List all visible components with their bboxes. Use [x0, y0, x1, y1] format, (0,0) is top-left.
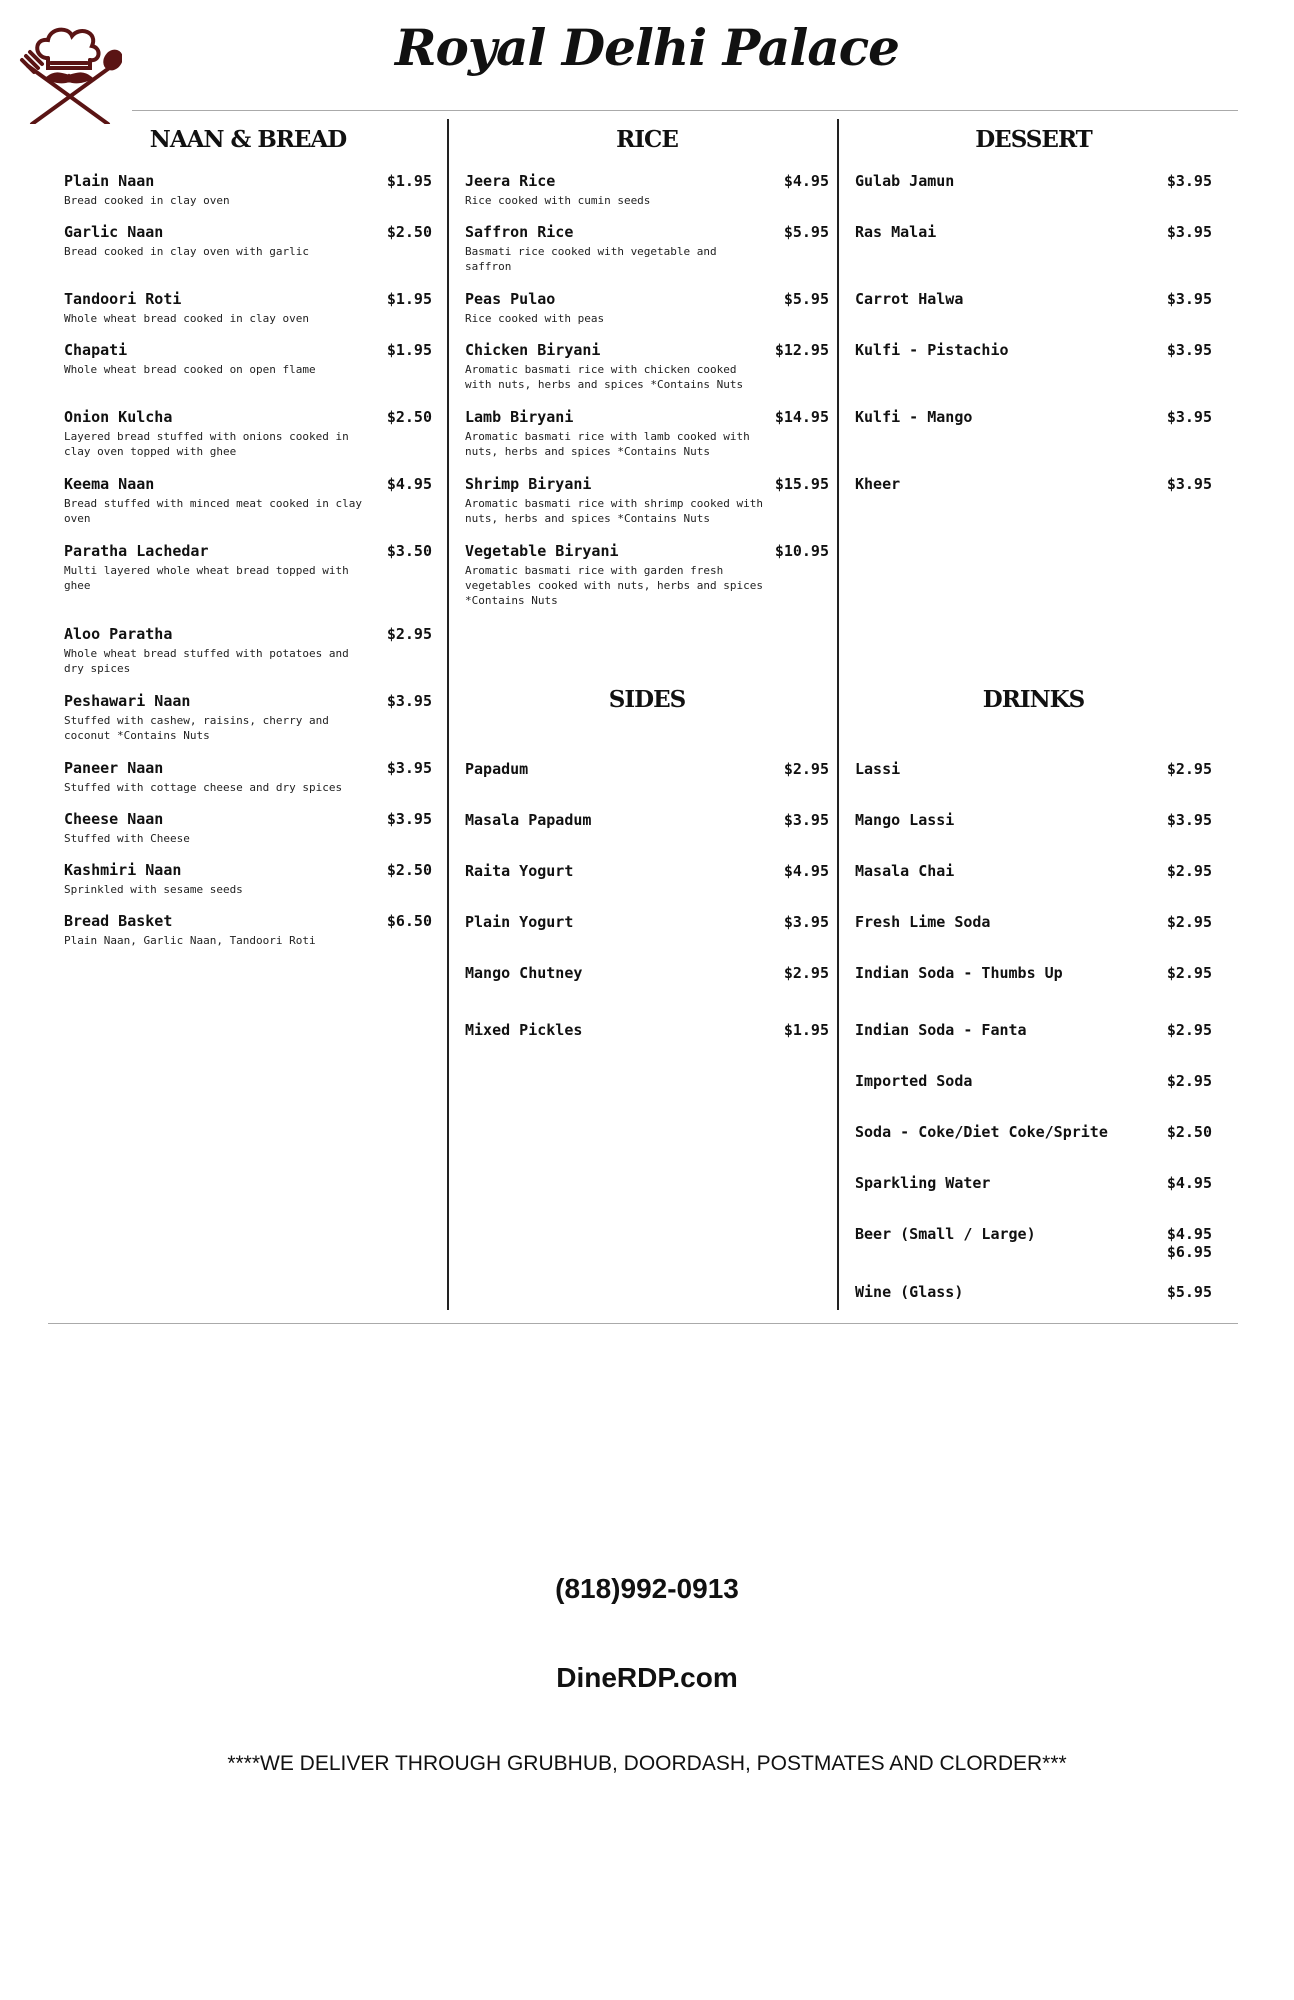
menu-item-name: Papadum	[465, 760, 529, 778]
menu-item-price: $2.50	[1166, 1123, 1212, 1141]
column-divider-right	[837, 119, 839, 1310]
menu-item-name: Lassi	[855, 760, 901, 778]
menu-item-price: $2.95	[783, 760, 829, 778]
menu-item-price: $2.95	[1166, 1021, 1212, 1039]
menu-item-name: Beer (Small / Large)	[855, 1225, 1036, 1243]
menu-item-description: Aromatic basmati rice with chicken cooked with nuts, herbs and spices *Contains Nuts	[465, 363, 744, 391]
menu-item	[855, 811, 1212, 829]
menu-item-name: Kheer	[855, 475, 901, 493]
menu-item	[465, 760, 829, 778]
menu-item-description: Plain Naan, Garlic Naan, Tandoori Roti	[64, 934, 316, 947]
menu-item	[64, 810, 432, 846]
menu-item-price: $4.95	[783, 862, 829, 880]
menu-item	[465, 913, 829, 931]
section-naan-bread	[64, 125, 432, 947]
menu-item-price: $10.95	[774, 542, 829, 560]
menu-item-name: Imported Soda	[855, 1072, 973, 1090]
menu-item-name: Kashmiri Naan	[64, 861, 182, 879]
menu-item-name: Mango Chutney	[465, 964, 583, 982]
menu-item	[465, 172, 829, 208]
menu-item-price: $3.95	[386, 759, 432, 777]
menu-item	[855, 1174, 1212, 1192]
menu-item-name: Shrimp Biryani	[465, 475, 592, 493]
menu-item-name: Carrot Halwa	[855, 290, 964, 308]
menu-item-description: Layered bread stuffed with onions cooked in clay oven topped with ghee	[64, 430, 349, 458]
menu-item-description: Stuffed with cottage cheese and dry spices	[64, 781, 343, 794]
menu-item-price: $4.95	[783, 172, 829, 190]
menu-item-name: Peshawari Naan	[64, 692, 191, 710]
menu-item-name: Garlic Naan	[64, 223, 164, 241]
menu-item-name: Mango Lassi	[855, 811, 955, 829]
menu-item	[64, 625, 432, 676]
menu-item-description: Aromatic basmati rice with shrimp cooked with nuts, herbs and spices *Contains Nuts	[465, 497, 764, 525]
menu-item-name: Chicken Biryani	[465, 341, 601, 359]
menu-item-price: $1.95	[386, 341, 432, 359]
menu-item	[465, 862, 829, 880]
menu-item-name: Mixed Pickles	[465, 1021, 583, 1039]
menu-item-name: Masala Papadum	[465, 811, 592, 829]
menu-item	[64, 408, 432, 459]
menu-item	[855, 290, 1212, 308]
menu-item-price: $2.50	[386, 861, 432, 879]
section-heading: SIDES	[608, 686, 686, 713]
menu-item-price: $3.95	[783, 811, 829, 829]
menu-item-name: Wine (Glass)	[855, 1283, 964, 1301]
menu-item	[64, 542, 432, 593]
menu-item	[855, 408, 1212, 426]
menu-item-price: $3.95	[1166, 811, 1212, 829]
menu-item-name: Keema Naan	[64, 475, 155, 493]
menu-item	[465, 341, 829, 392]
menu-item	[64, 223, 432, 259]
menu-item	[64, 861, 432, 897]
menu-item-price: $3.95	[1166, 172, 1212, 190]
menu-item-price: $2.95	[1166, 964, 1212, 982]
menu-item	[855, 1123, 1212, 1141]
menu-item-description: Sprinkled with sesame seeds	[64, 883, 243, 896]
section-heading: DESSERT	[975, 126, 1092, 153]
menu-item-price: $3.95	[783, 913, 829, 931]
menu-item-name: Vegetable Biryani	[465, 542, 619, 560]
menu-item-name: Onion Kulcha	[64, 408, 173, 426]
menu-item-price: $4.95	[386, 475, 432, 493]
menu-item-name: Peas Pulao	[465, 290, 556, 308]
menu-item-description: Stuffed with Cheese	[64, 832, 190, 845]
menu-item	[64, 475, 432, 526]
menu-item	[64, 759, 432, 795]
menu-item-name: Kulfi - Mango	[855, 408, 973, 426]
menu-item-price: $15.95	[774, 475, 829, 493]
menu-item-price: $2.50	[386, 223, 432, 241]
menu-item-name: Raita Yogurt	[465, 862, 574, 880]
menu-item-name: Sparkling Water	[855, 1174, 991, 1192]
menu-item-name: Masala Chai	[855, 862, 955, 880]
menu-item-price: $2.50	[386, 408, 432, 426]
menu-item-name: Paneer Naan	[64, 759, 164, 777]
menu-item-price: $2.95	[1166, 862, 1212, 880]
menu-item-name: Plain Yogurt	[465, 913, 574, 931]
menu-item-name: Ras Malai	[855, 223, 937, 241]
delivery-notice: ****WE DELIVER THROUGH GRUBHUB, DOORDASH, POSTMATES AND CLORDER***	[227, 1752, 1067, 1775]
top-divider	[132, 110, 1238, 111]
menu-item-price: $5.95	[1166, 1283, 1212, 1301]
bottom-divider	[48, 1323, 1238, 1324]
menu-item	[64, 172, 432, 208]
menu-item-name: Indian Soda - Fanta	[855, 1021, 1027, 1039]
menu-item-description: Whole wheat bread stuffed with potatoes and dry spices	[64, 647, 349, 675]
menu-item-name: Soda - Coke/Diet Coke/Sprite	[855, 1123, 1108, 1141]
menu-item-price: $1.95	[783, 1021, 829, 1039]
website-link[interactable]: DineRDP.com	[556, 1662, 738, 1693]
section-drinks	[855, 685, 1212, 1301]
menu-item	[64, 692, 432, 743]
menu-item	[465, 964, 829, 982]
menu-item-price: $3.95	[1166, 290, 1212, 308]
menu-item	[64, 290, 432, 326]
menu-item-name: Gulab Jamun	[855, 172, 955, 190]
menu-item-price: $3.95	[1166, 408, 1212, 426]
menu-item-name: Bread Basket	[64, 912, 173, 930]
menu-item	[64, 341, 432, 377]
section-heading: RICE	[616, 126, 678, 153]
menu-item-price: $1.95	[386, 172, 432, 190]
menu-item	[855, 172, 1212, 190]
menu-item	[855, 1225, 1212, 1261]
menu-item-price: $4.95	[1166, 1174, 1212, 1192]
menu-item	[855, 223, 1212, 241]
menu-item-price: $14.95	[774, 408, 829, 426]
menu-item	[855, 1021, 1212, 1039]
menu-item-price: $3.95	[386, 810, 432, 828]
menu-item	[855, 760, 1212, 778]
menu-item-description: Aromatic basmati rice with lamb cooked with nuts, herbs and spices *Contains Nuts	[465, 430, 750, 458]
menu-item-description: Stuffed with cashew, raisins, cherry and coconut *Contains Nuts	[64, 714, 329, 742]
menu-item-price: $1.95	[386, 290, 432, 308]
menu-item-price: $3.95	[1166, 223, 1212, 241]
menu-item-description: Bread stuffed with minced meat cooked in clay oven	[64, 497, 363, 525]
menu-item	[465, 475, 829, 526]
menu-item-price: $2.95	[1166, 913, 1212, 931]
menu-item-price: $4.95 $6.95	[1166, 1225, 1212, 1261]
menu-item	[855, 475, 1212, 493]
menu-item-description: Multi layered whole wheat bread topped with ghee	[64, 564, 349, 592]
menu-item-price: $12.95	[774, 341, 829, 359]
menu-item	[465, 223, 829, 274]
menu-item-name: Indian Soda - Thumbs Up	[855, 964, 1063, 982]
menu-item-description: Bread cooked in clay oven	[64, 194, 230, 207]
menu-item-price: $2.95	[1166, 760, 1212, 778]
section-heading: NAAN & BREAD	[149, 126, 347, 153]
menu-item	[855, 341, 1212, 359]
restaurant-name: Royal Delhi Palace	[395, 18, 899, 77]
menu-item-name: Paratha Lachedar	[64, 542, 209, 560]
menu-item-description: Whole wheat bread cooked in clay oven	[64, 312, 310, 325]
menu-item	[465, 542, 829, 608]
menu-item-price: $3.95	[1166, 475, 1212, 493]
menu-item-description: Whole wheat bread cooked on open flame	[64, 363, 316, 376]
menu-item-name: Fresh Lime Soda	[855, 913, 991, 931]
section-heading: DRINKS	[982, 686, 1085, 713]
menu-item-price: $3.50	[386, 542, 432, 560]
menu-item-name: Plain Naan	[64, 172, 155, 190]
menu-item-name: Cheese Naan	[64, 810, 164, 828]
section-sides	[465, 685, 829, 1039]
menu-item	[465, 290, 829, 326]
menu-item-price: $2.95	[783, 964, 829, 982]
menu-item-name: Tandoori Roti	[64, 290, 182, 308]
menu-item	[855, 862, 1212, 880]
menu-item-price: $3.95	[1166, 341, 1212, 359]
menu-item-description: Bread cooked in clay oven with garlic	[64, 245, 310, 258]
menu-item	[465, 408, 829, 459]
menu-item	[465, 1021, 829, 1039]
menu-item-description: Aromatic basmati rice with garden fresh vegetables cooked with nuts, herbs and spices *Contains Nuts	[465, 564, 764, 607]
menu-item-price: $2.95	[1166, 1072, 1212, 1090]
menu-item-description: Rice cooked with cumin seeds	[465, 194, 651, 207]
menu-item-name: Chapati	[64, 341, 128, 359]
menu-item-price: $5.95	[783, 223, 829, 241]
phone-number[interactable]: (818)992-0913	[555, 1573, 739, 1604]
column-divider-left	[447, 119, 449, 1310]
menu-item-name: Saffron Rice	[465, 223, 574, 241]
menu-item	[64, 912, 432, 948]
menu-item-name: Kulfi - Pistachio	[855, 341, 1009, 359]
menu-item-price: $6.50	[386, 912, 432, 930]
section-dessert	[855, 125, 1212, 493]
menu-item-price: $2.95	[386, 625, 432, 643]
menu-item	[855, 1283, 1212, 1301]
menu-item-name: Aloo Paratha	[64, 625, 173, 643]
menu-item	[855, 913, 1212, 931]
menu-item-name: Lamb Biryani	[465, 408, 574, 426]
section-rice	[465, 125, 829, 607]
menu-item-description: Rice cooked with peas	[465, 312, 605, 325]
menu-item-description: Basmati rice cooked with vegetable and saffron	[465, 245, 717, 273]
menu-item-price: $3.95	[386, 692, 432, 710]
menu-item	[855, 1072, 1212, 1090]
menu-item	[465, 811, 829, 829]
menu-item	[855, 964, 1212, 982]
menu-item-name: Jeera Rice	[465, 172, 556, 190]
menu-item-price: $5.95	[783, 290, 829, 308]
